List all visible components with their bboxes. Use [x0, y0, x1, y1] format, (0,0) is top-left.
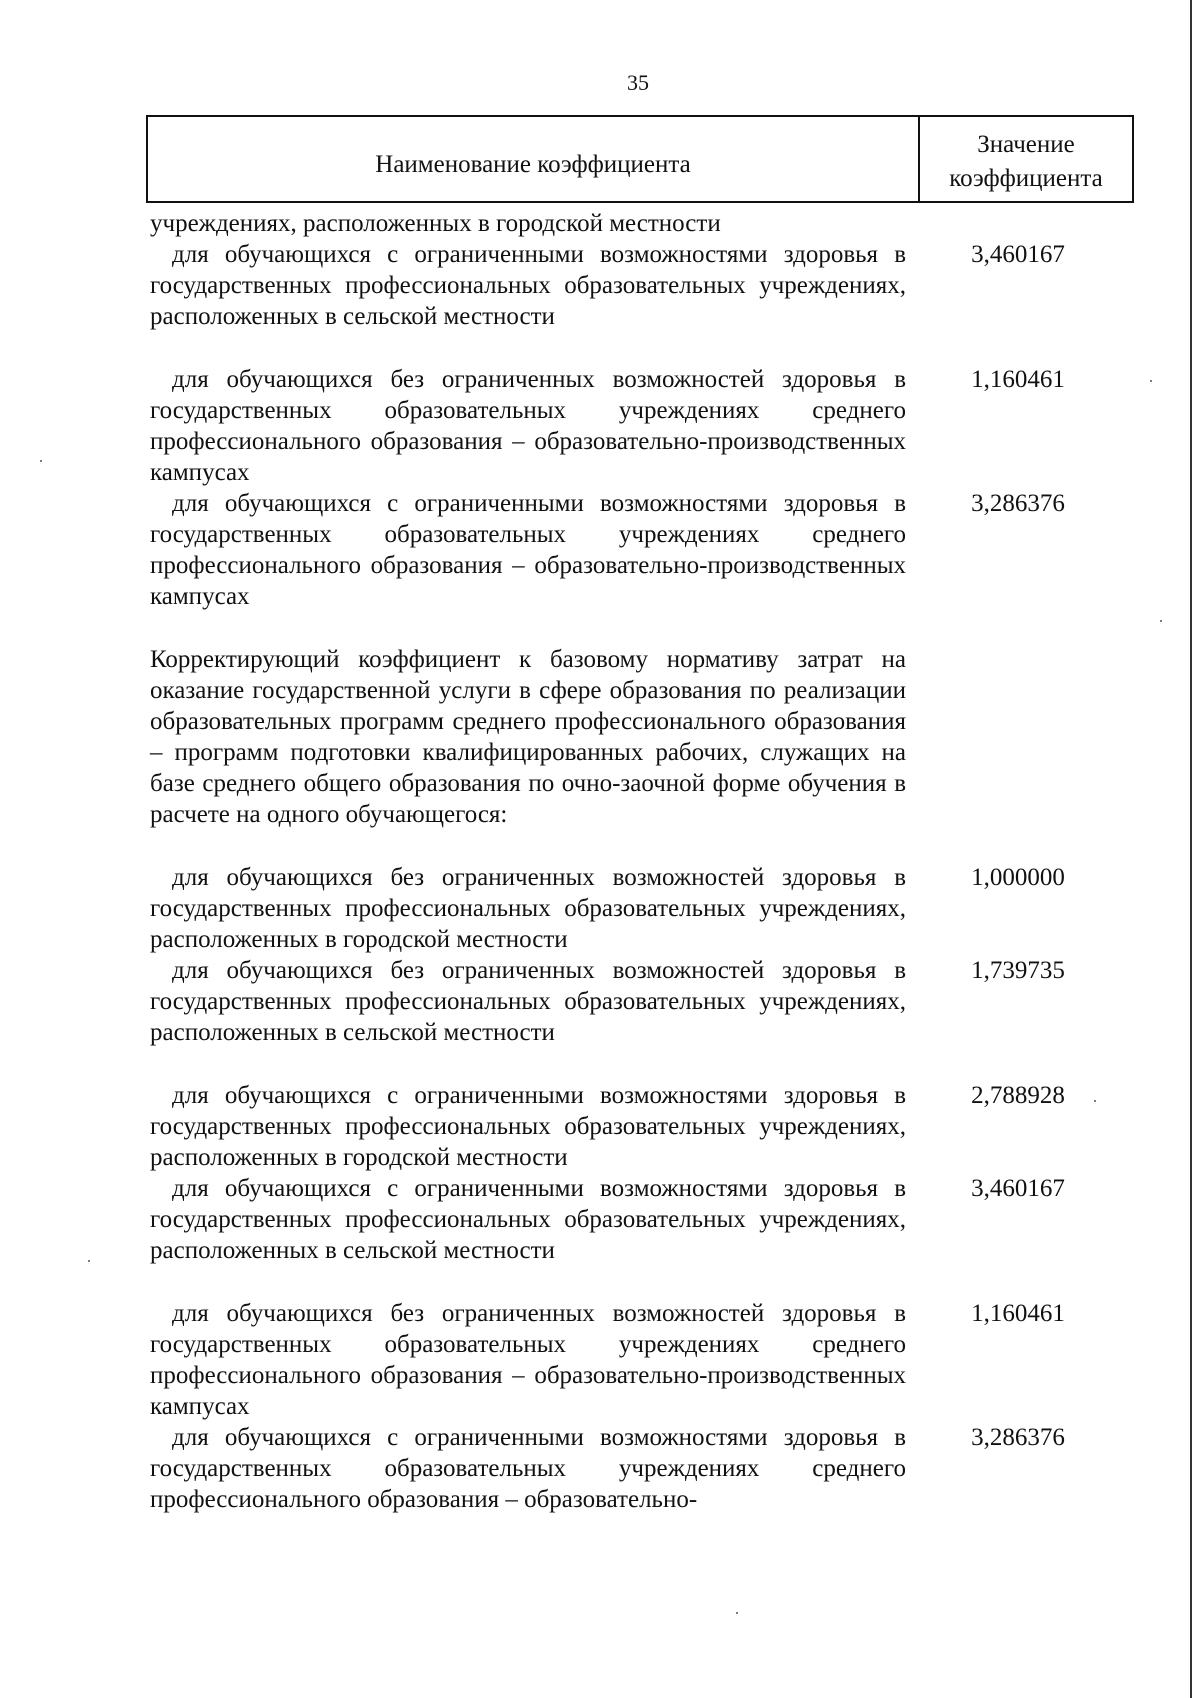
scan-speck [88, 1260, 90, 1262]
row-value: 1,160461 [971, 366, 1065, 393]
row-text: для обучающихся с ограниченными возможностями здоровья в государственных профессиональных образовательных учреждениях, расположенных в городской местности [150, 1082, 906, 1171]
row-value: 3,460167 [971, 241, 1065, 268]
row-value: 1,739735 [971, 957, 1065, 984]
row-text: для обучающихся с ограниченными возможностями здоровья в государственных образовательных учреждениях среднего профессионального образования – образовательно- [150, 1424, 906, 1513]
table-row [150, 1422, 1150, 1515]
row-text: для обучающихся с ограниченными возможностями здоровья в государственных профессиональных образовательных учреждениях, расположенных в сельской местности [150, 241, 906, 330]
scan-speck [1160, 620, 1162, 622]
row-text: для обучающихся без ограниченных возможностей здоровья в государственных образовательных учреждениях среднего профессионального образования – образовательно-производственных кампусах [150, 366, 906, 486]
header-value-column [920, 117, 1132, 201]
row-text: для обучающихся без ограниченных возможностей здоровья в государственных образовательных учреждениях среднего профессионального образования – образовательно-производственных кампусах [150, 1300, 906, 1420]
page-edge-line [1190, 0, 1192, 1698]
scan-speck [1150, 380, 1152, 382]
header-value-line1: Значение [977, 131, 1075, 158]
header-value-line2: коэффициента [949, 165, 1103, 192]
page-number: 35 [627, 70, 649, 95]
table-header [146, 115, 1134, 203]
table-body [150, 208, 1150, 1515]
row-value: 1,160461 [971, 1300, 1065, 1327]
row-value: 3,460167 [971, 1175, 1065, 1202]
table-row [150, 1173, 1150, 1266]
row-value: 3,286376 [971, 1424, 1065, 1451]
table-row [150, 239, 1150, 332]
row-text: для обучающихся с ограниченными возможностями здоровья в государственных образовательных учреждениях среднего профессионального образования – образовательно-производственных кампусах [150, 490, 906, 610]
table-row-section-title [150, 644, 1150, 830]
table-row [150, 862, 1150, 955]
row-text: Корректирующий коэффициент к базовому нормативу затрат на оказание государственной услуги в сфере образования по реализации образовательных программ среднего профессионального образования – программ подготовки квалифицированных рабочих, служащих на базе среднего общего образования по очно-заочной форме обучения в расчете на одного обучающегося: [150, 646, 906, 828]
row-text: учреждениях, расположенных в городской местности [150, 210, 721, 237]
table-row [150, 208, 1150, 239]
table-row [150, 1080, 1150, 1173]
table-row [150, 488, 1150, 612]
scan-speck [40, 460, 42, 462]
row-text: для обучающихся с ограниченными возможностями здоровья в государственных профессиональных образовательных учреждениях, расположенных в сельской местности [150, 1175, 906, 1264]
header-name-column: Наименование коэффициента [148, 117, 920, 201]
row-value: 3,286376 [971, 490, 1065, 517]
row-value: 1,000000 [971, 864, 1065, 891]
table-row [150, 364, 1150, 488]
scan-speck [736, 1612, 738, 1614]
table-row [150, 1298, 1150, 1422]
row-text: для обучающихся без ограниченных возможностей здоровья в государственных профессиональных образовательных учреждениях, расположенных в сельской местности [150, 957, 906, 1046]
row-text: для обучающихся без ограниченных возможностей здоровья в государственных профессиональных образовательных учреждениях, расположенных в городской местности [150, 864, 906, 953]
table-row [150, 955, 1150, 1048]
row-value: 2,788928 [971, 1082, 1065, 1109]
